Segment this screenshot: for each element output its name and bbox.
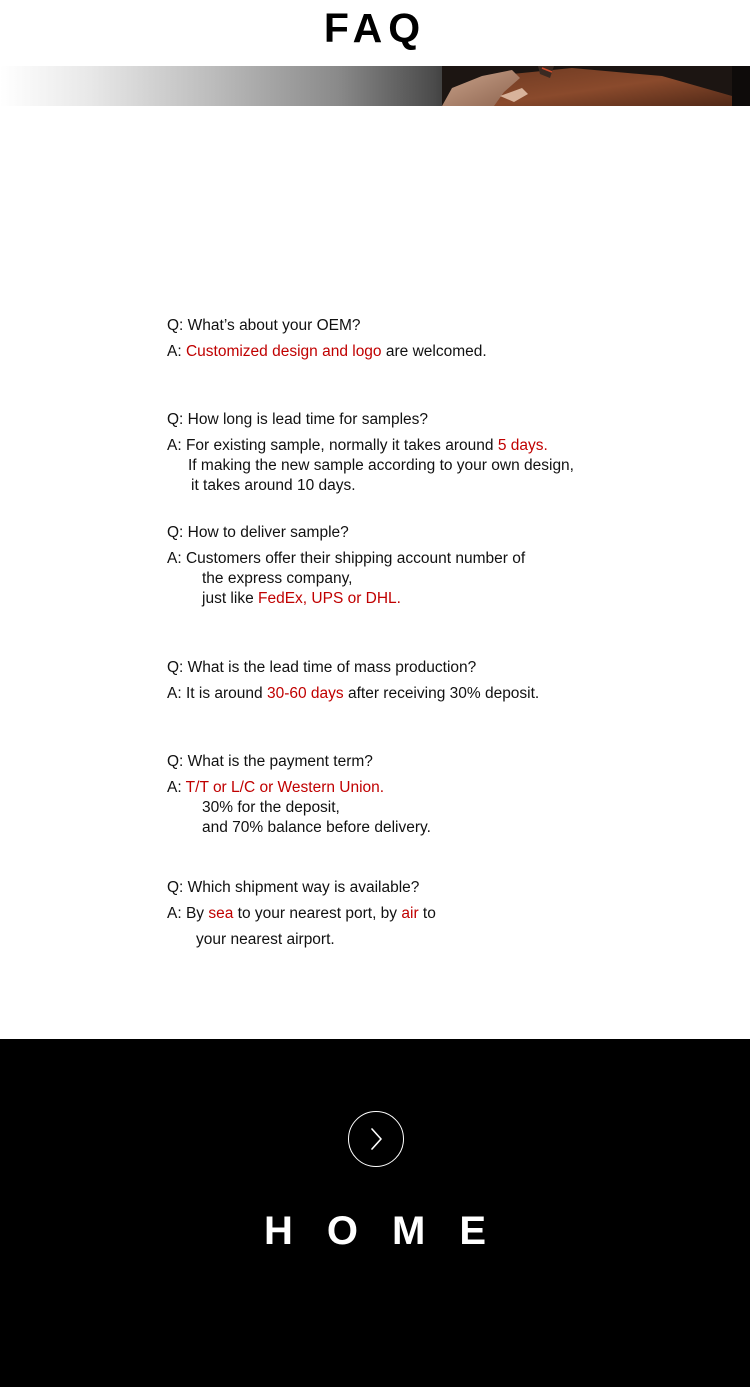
answer-highlight: 5 days. bbox=[497, 437, 548, 454]
faq-question: Q: How to deliver sample? bbox=[167, 524, 349, 541]
answer-text: the express company, bbox=[202, 570, 353, 587]
answer-text: A: For existing sample, normally it takes around bbox=[167, 437, 498, 454]
faq-item-sample-lead-time bbox=[167, 410, 687, 496]
answer-highlight: 30-60 days bbox=[266, 685, 344, 702]
faq-item-mass-production bbox=[167, 658, 687, 704]
answer-text: your nearest airport. bbox=[196, 931, 335, 948]
answer-highlight: Customized design and logo bbox=[185, 343, 382, 360]
answer-text: A: Customers offer their shipping account number of bbox=[167, 550, 526, 567]
faq-answer bbox=[167, 904, 687, 950]
answer-text: A: bbox=[167, 779, 186, 796]
faq-answer bbox=[167, 684, 687, 704]
chevron-right-icon bbox=[366, 1126, 386, 1152]
answer-text: and 70% balance before delivery. bbox=[202, 819, 431, 836]
answer-highlight: FedEx, UPS or DHL. bbox=[258, 590, 401, 607]
page-title: FAQ bbox=[323, 5, 427, 51]
faq-answer bbox=[167, 436, 687, 496]
faq-item-shipment-way bbox=[167, 878, 687, 950]
faq-question: Q: Which shipment way is available? bbox=[167, 879, 420, 896]
faq-answer bbox=[167, 549, 687, 609]
answer-text: A: bbox=[167, 343, 186, 360]
answer-text: If making the new sample according to your own design, bbox=[188, 457, 574, 474]
faq-question: Q: What is the lead time of mass production? bbox=[167, 659, 477, 676]
answer-text: to bbox=[418, 905, 436, 922]
leather-hands-photo bbox=[442, 66, 750, 106]
answer-text: 30% for the deposit, bbox=[202, 799, 340, 816]
faq-item-deliver-sample bbox=[167, 523, 687, 609]
faq-item-payment-term bbox=[167, 752, 687, 838]
faq-answer bbox=[167, 778, 687, 838]
answer-highlight: air bbox=[401, 905, 419, 922]
answer-highlight: T/T or L/C or Western Union. bbox=[185, 779, 385, 796]
faq-question: Q: How long is lead time for samples? bbox=[167, 411, 429, 428]
faq-answer bbox=[167, 342, 687, 362]
home-circle-button[interactable] bbox=[348, 1111, 404, 1167]
answer-text: A: By bbox=[167, 905, 209, 922]
footer-home-section bbox=[0, 1039, 750, 1387]
home-link[interactable]: HOME bbox=[264, 1209, 520, 1253]
faq-question: Q: What’s about your OEM? bbox=[167, 317, 361, 334]
faq-question: Q: What is the payment term? bbox=[167, 753, 373, 770]
faq-item-oem bbox=[167, 316, 687, 362]
answer-text: A: It is around bbox=[167, 685, 267, 702]
answer-text: after receiving 30% deposit. bbox=[343, 685, 540, 702]
answer-text: are welcomed. bbox=[381, 343, 487, 360]
answer-text: to your nearest port, by bbox=[233, 905, 402, 922]
answer-text: it takes around 10 days. bbox=[191, 477, 356, 494]
answer-text: just like bbox=[202, 590, 258, 607]
header-banner bbox=[0, 66, 750, 106]
answer-highlight: sea bbox=[208, 905, 234, 922]
